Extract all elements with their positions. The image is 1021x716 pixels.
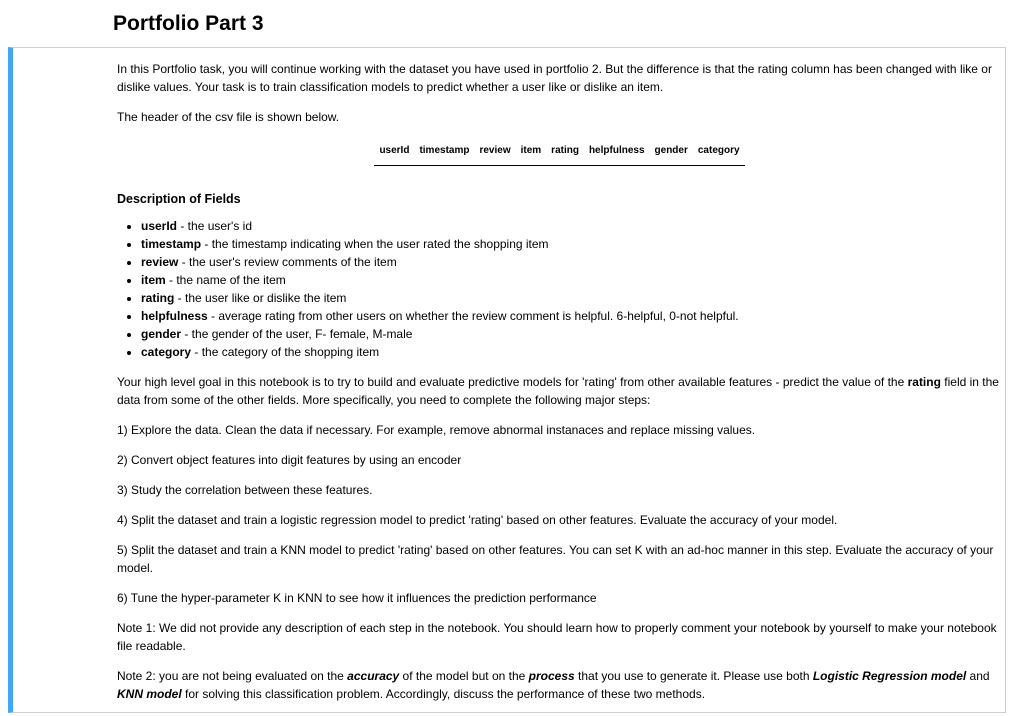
field-name: item	[141, 273, 166, 287]
note-text: of the model but on the	[399, 669, 529, 683]
note-text: for solving this classification problem. Accordingly, discuss the performance of these two methods.	[181, 687, 706, 701]
field-item	[141, 271, 1002, 289]
csv-header-cell: timestamp	[414, 138, 474, 166]
field-name: gender	[141, 327, 182, 341]
goal-text: field in the data from some of the other fields. More specifically, you need to complete the following major steps:	[117, 375, 999, 407]
fields-heading: Description of Fields	[117, 192, 241, 206]
field-name: helpfulness	[141, 309, 208, 323]
step-item: 5) Split the dataset and train a KNN model to predict 'rating' based on other features. You can set K with an ad-hoc manner in this step. Evaluate the accuracy of your model.	[117, 543, 994, 575]
csv-header-cell: rating	[546, 138, 584, 166]
csv-header-cell: userId	[374, 138, 414, 166]
field-item	[141, 253, 1002, 271]
field-desc: - the timestamp indicating when the user rated the shopping item	[201, 237, 549, 251]
field-name: review	[141, 255, 179, 269]
field-name: timestamp	[141, 237, 202, 251]
goal-bold: rating	[907, 375, 941, 389]
field-desc: - the name of the item	[165, 273, 286, 287]
goal-paragraph	[117, 373, 1002, 409]
markdown-cell[interactable]	[8, 47, 1006, 713]
note-text: Note 2: you are not being evaluated on the	[117, 669, 348, 683]
step-item: 1) Explore the data. Clean the data if necessary. For example, remove abnormal instanaces and replace missing values.	[117, 423, 756, 437]
csv-header-cell: helpfulness	[584, 138, 650, 166]
csv-header-cell: category	[693, 138, 745, 166]
step-item: 3) Study the correlation between these features.	[117, 483, 373, 497]
csv-header-cell: review	[474, 138, 515, 166]
note-emphasis: Logistic Regression model	[812, 669, 967, 683]
field-item	[141, 307, 1002, 325]
field-item	[141, 217, 1002, 235]
field-name: userId	[141, 219, 178, 233]
header-intro: The header of the csv file is shown below.	[117, 110, 340, 124]
note-emphasis: accuracy	[347, 669, 400, 683]
field-desc: - the category of the shopping item	[191, 345, 380, 359]
note-text: that you use to generate it. Please use both	[574, 669, 813, 683]
note-1: Note 1: We did not provide any description of each step in the notebook. You should learn how to properly comment your notebook by yourself to make your notebook file readable.	[117, 621, 997, 653]
step-item: 2) Convert object features into digit features by using an encoder	[117, 453, 462, 467]
note-emphasis: process	[528, 669, 575, 683]
goal-text: Your high level goal in this notebook is to try to build and evaluate predictive models for 'rating' from other available features - predict the value of the	[117, 375, 908, 389]
field-name: category	[141, 345, 192, 359]
field-desc: - the user's review comments of the item	[178, 255, 397, 269]
note-text: and	[966, 669, 990, 683]
note-emphasis: KNN model	[117, 687, 182, 701]
csv-header-cell: item	[516, 138, 547, 166]
field-item	[141, 289, 1002, 307]
step-item: 6) Tune the hyper-parameter K in KNN to see how it influences the prediction performance	[117, 591, 597, 605]
step-item: 4) Split the dataset and train a logistic regression model to predict 'rating' based on other features. Evaluate the accuracy of your model.	[117, 513, 838, 527]
field-desc: - the user like or dislike the item	[174, 291, 347, 305]
note-2	[117, 667, 1002, 703]
field-item	[141, 235, 1002, 253]
field-desc: - the user's id	[177, 219, 253, 233]
cell-content	[117, 60, 1002, 715]
csv-header-cell: gender	[650, 138, 693, 166]
fields-list	[117, 217, 1002, 361]
csv-header-table	[374, 138, 744, 166]
field-desc: - average rating from other users on whether the review comment is helpful. 6-helpful, 0-not helpful.	[207, 309, 739, 323]
page-title: Portfolio Part 3	[113, 12, 264, 35]
field-desc: - the gender of the user, F- female, M-male	[181, 327, 413, 341]
intro-paragraph: In this Portfolio task, you will continue working with the dataset you have used in portfolio 2. But the difference is that the rating column has been changed with like or dislike values. Your task is to train classification models to predict whether a user like or dislike an item.	[117, 62, 992, 94]
field-name: rating	[141, 291, 175, 305]
field-item	[141, 325, 1002, 343]
field-item	[141, 343, 1002, 361]
